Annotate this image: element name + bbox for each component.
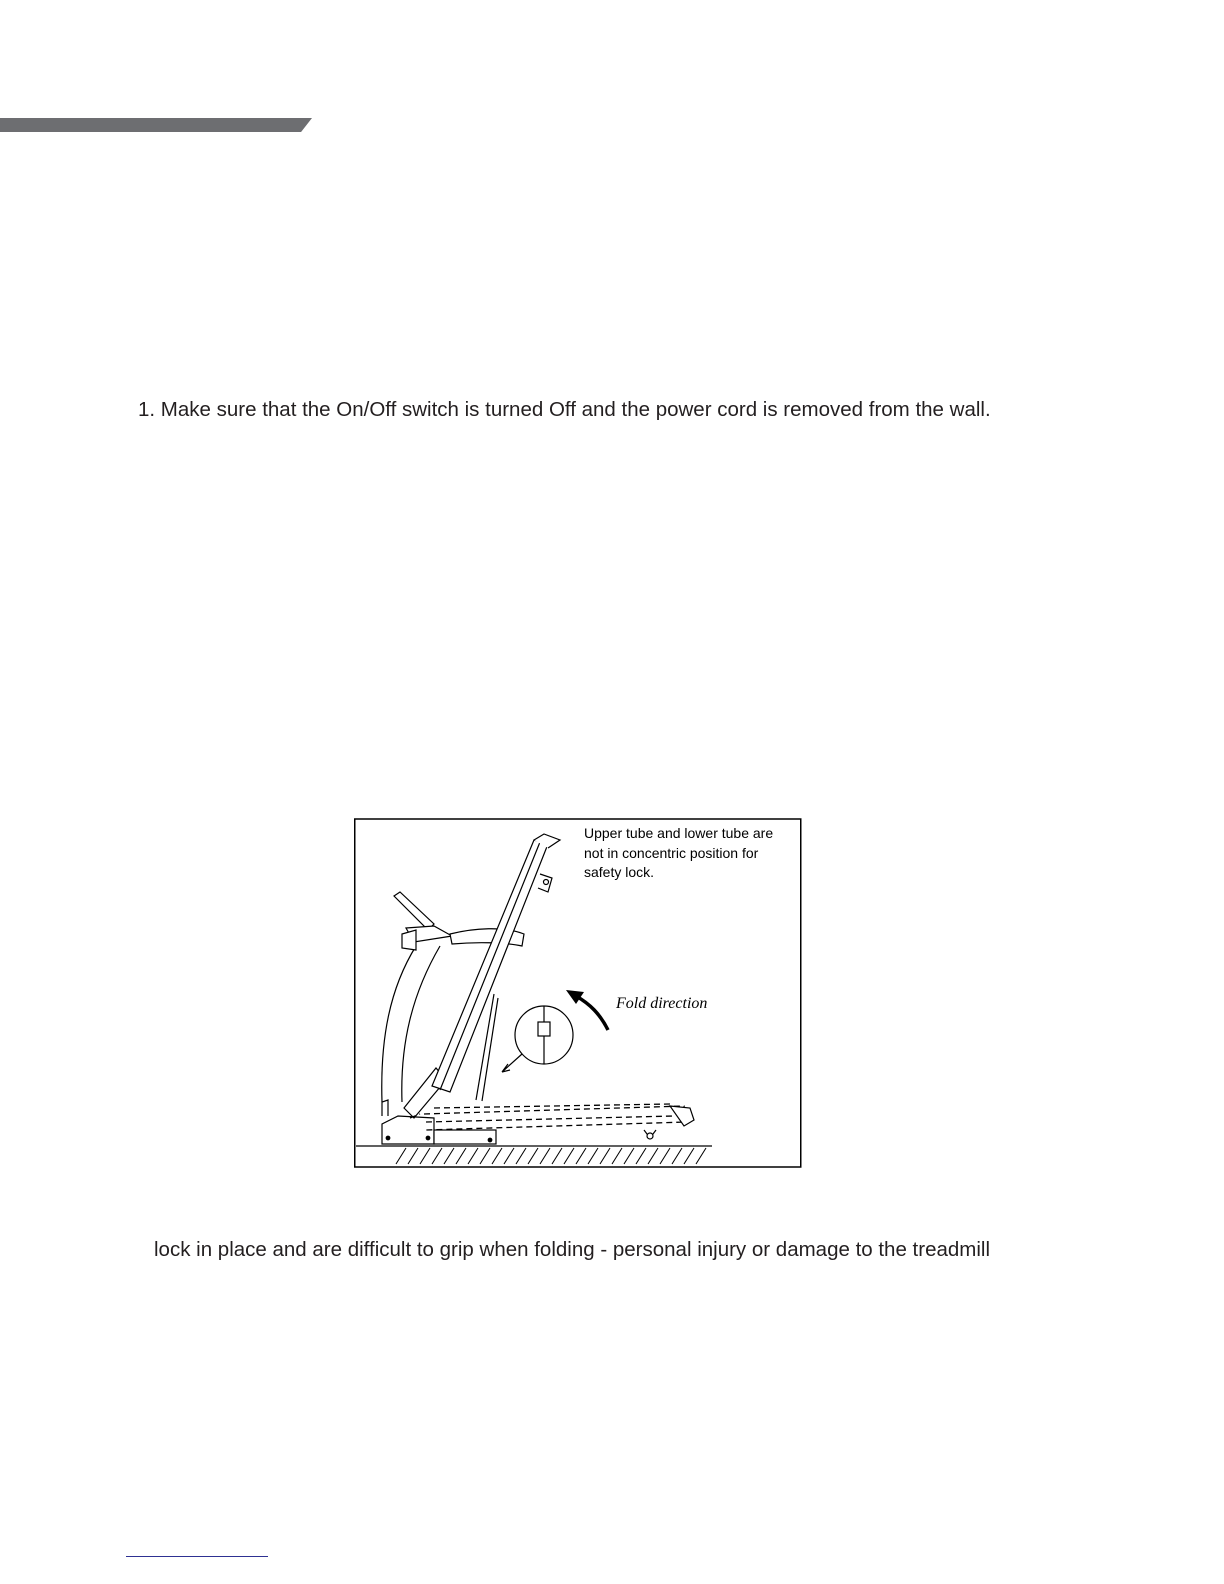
warning-text: lock in place and are difficult to grip when folding - personal injury or damage to the treadmill xyxy=(154,1238,991,1261)
unfolded-deck-outline xyxy=(410,1104,686,1130)
treadmill-uprights xyxy=(382,946,446,1118)
fold-direction-arrow xyxy=(566,990,608,1030)
instruction-step-1: 1. Make sure that the On/Off switch is turned Off and the power cord is removed from the wall. xyxy=(138,398,991,421)
lock-detail-callout xyxy=(502,1006,573,1072)
floor-hatching xyxy=(396,1148,706,1164)
fold-direction-label: Fold direction xyxy=(616,995,708,1012)
diagram-caption: Upper tube and lower tube are not in concentric position for safety lock. xyxy=(584,825,774,880)
treadmill-fold-diagram xyxy=(354,818,802,1168)
section-header-bar xyxy=(0,118,312,132)
footer-rule xyxy=(126,1556,268,1557)
